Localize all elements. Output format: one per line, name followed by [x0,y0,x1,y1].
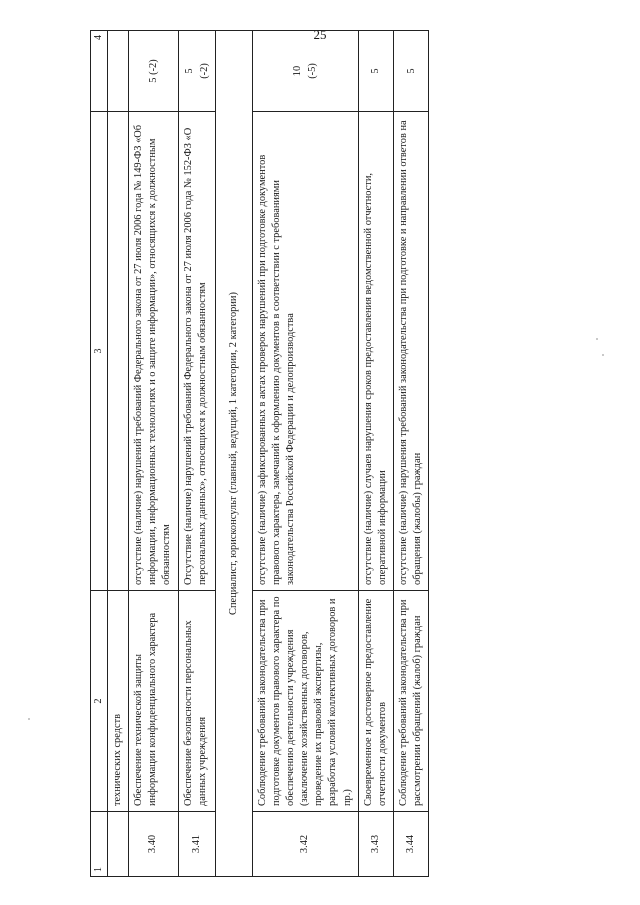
section-title: Специалист, юрисконсульт (главный, ведущий, 1 категории, 2 категории) [215,31,252,877]
cell-score [129,31,178,112]
rotated-table-area [90,35,590,877]
column-number-3: 3 [91,112,108,591]
cell-score [358,31,393,112]
score-line: 5 [183,68,195,74]
table-row [129,31,178,877]
cell-indicator: отсутствие (наличие) нарушения требований законодательства при подготовке и направлении ответов на обращения (жалобы) граждан [393,112,428,591]
column-number-row [91,31,108,877]
cell-indicator [108,112,129,591]
scan-speck [28,718,30,720]
score-line: 5 (-2) [147,59,159,83]
column-number-2: 2 [91,591,108,812]
cell-indicator: отсутствие (наличие) нарушений требований Федерального закона от 27 июля 2006 года № 149-ФЗ «Об информации, информационных технологиях и о защите информации», относящихся к должностным обязанностям [129,112,178,591]
cell-score [393,31,428,112]
section-header-row [215,31,252,877]
criteria-table [90,30,429,877]
continuation-row [108,31,129,877]
table-row [178,31,215,877]
cell-measure: Обеспечение безопасности персональных данных учреждения [178,591,215,812]
cell-number: 3.44 [393,812,428,877]
table-row [252,31,358,877]
cell-measure: Своевременное и достоверное предоставление отчетности документов [358,591,393,812]
table-row [358,31,393,877]
cell-indicator: отсутствие (наличие) зафиксированных в актах проверок нарушений при подготовке документов правового характера, замечаний к оформлению документов в соответствии с требованиями законодательства Российской Федерации и делопроизводства [252,112,358,591]
cell-indicator: отсутствие (наличие) случаев нарушения сроков предоставления ведомственной отчетности, оперативной информации [358,112,393,591]
cell-score [108,31,129,112]
cell-measure: Соблюдение требований законодательства при рассмотрении обращений (жалоб) граждан [393,591,428,812]
score-line: 5 [370,68,382,74]
scan-speck [596,338,598,340]
score-line: (-2) [198,63,210,79]
score-line: 10 [292,65,304,77]
score-line: (-5) [307,63,319,79]
cell-number: 3.42 [252,812,358,877]
table-row [393,31,428,877]
column-number-1: 1 [91,812,108,877]
score-line: 5 [405,68,417,74]
page-number: 25 [313,27,327,42]
column-number-4: 4 [91,31,108,112]
cell-score [252,31,358,112]
cell-number: 3.41 [178,812,215,877]
cell-number: 3.43 [358,812,393,877]
cell-number: 3.40 [129,812,178,877]
cell-measure: Соблюдение требований законодательства при подготовке документов правового характера по обеспечению деятельности учреждения (заключение хозяйственных договоров, проведение их правовой экспертизы, разработка условий коллективных договоров и пр.) [252,591,358,812]
cell-score [178,31,215,112]
cell-measure: Обеспечение технической защиты информации конфиденциального характера [129,591,178,812]
cell-measure: технических средств [108,591,129,812]
scan-speck [602,354,604,356]
cell-indicator: Отсутствие (наличие) нарушений требований Федерального закона от 27 июля 2006 года № 152-ФЗ «О персональных данных», относящихся к должностным обязанностям [178,112,215,591]
cell-number [108,812,129,877]
